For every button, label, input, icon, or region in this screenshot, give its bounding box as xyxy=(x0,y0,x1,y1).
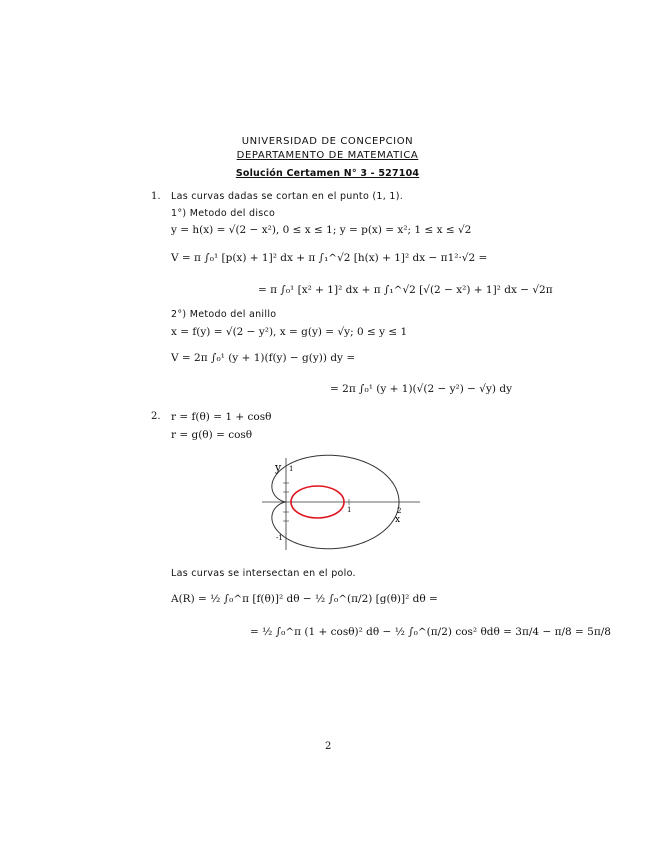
x-axis-label: x xyxy=(395,515,401,525)
area-equation-2: = ½ ∫₀^π (1 + cosθ)² dθ − ½ ∫₀^(π/2) cos² θdθ = 3π/4 − π/8 = 5π/8 xyxy=(250,626,611,638)
method-2-equation-1: V = 2π ∫₀¹ (y + 1)(f(y) − g(y)) dy = xyxy=(171,352,356,364)
x-tick-label-2: 2 xyxy=(397,507,402,515)
problem-2-number: 2. xyxy=(151,411,161,422)
polar-graph xyxy=(262,450,422,555)
problem-1-intro: Las curvas dadas se cortan en el punto (1, 1). xyxy=(171,191,404,202)
area-equation-1: A(R) = ½ ∫₀^π [f(θ)]² dθ − ½ ∫₀^(π/2) [g(θ)]² dθ = xyxy=(171,593,438,605)
problem-1-number: 1. xyxy=(151,191,161,202)
curve-g-definition: r = g(θ) = cosθ xyxy=(171,429,253,441)
exam-title: Solución Certamen N° 3 - 527104 xyxy=(235,168,420,179)
department-title: DEPARTAMENTO DE MATEMATICA xyxy=(236,150,419,161)
y-tick-label-1: 1 xyxy=(289,465,294,473)
method-1-equation-1: V = π ∫₀¹ [p(x) + 1]² dx + π ∫₁^√2 [h(x) + 1]² dx − π1²·√2 = xyxy=(171,252,488,264)
curve-f-definition: r = f(θ) = 1 + cosθ xyxy=(171,411,272,423)
page-number: 2 xyxy=(325,741,332,752)
method-2-definitions: x = f(y) = √(2 − y²), x = g(y) = √y; 0 ≤ y ≤ 1 xyxy=(171,326,408,338)
method-1-title: 1°) Metodo del disco xyxy=(171,208,276,219)
x-tick-label-1: 1 xyxy=(347,506,352,514)
method-1-equation-2: = π ∫₀¹ [x² + 1]² dx + π ∫₁^√2 [√(2 − x²) + 1]² dx − √2π xyxy=(258,284,553,296)
method-2-title: 2°) Metodo del anillo xyxy=(171,309,277,320)
university-title: UNIVERSIDAD DE CONCEPCION xyxy=(241,136,414,147)
y-tick-label-minus-1: -1 xyxy=(276,534,283,542)
method-1-definitions: y = h(x) = √(2 − x²), 0 ≤ x ≤ 1; y = p(x) = x²; 1 ≤ x ≤ √2 xyxy=(171,224,472,236)
intersection-text: Las curvas se intersectan en el polo. xyxy=(171,568,356,579)
method-2-equation-2: = 2π ∫₀¹ (y + 1)(√(2 − y²) − √y) dy xyxy=(330,383,513,395)
y-axis-label: y xyxy=(275,461,282,474)
